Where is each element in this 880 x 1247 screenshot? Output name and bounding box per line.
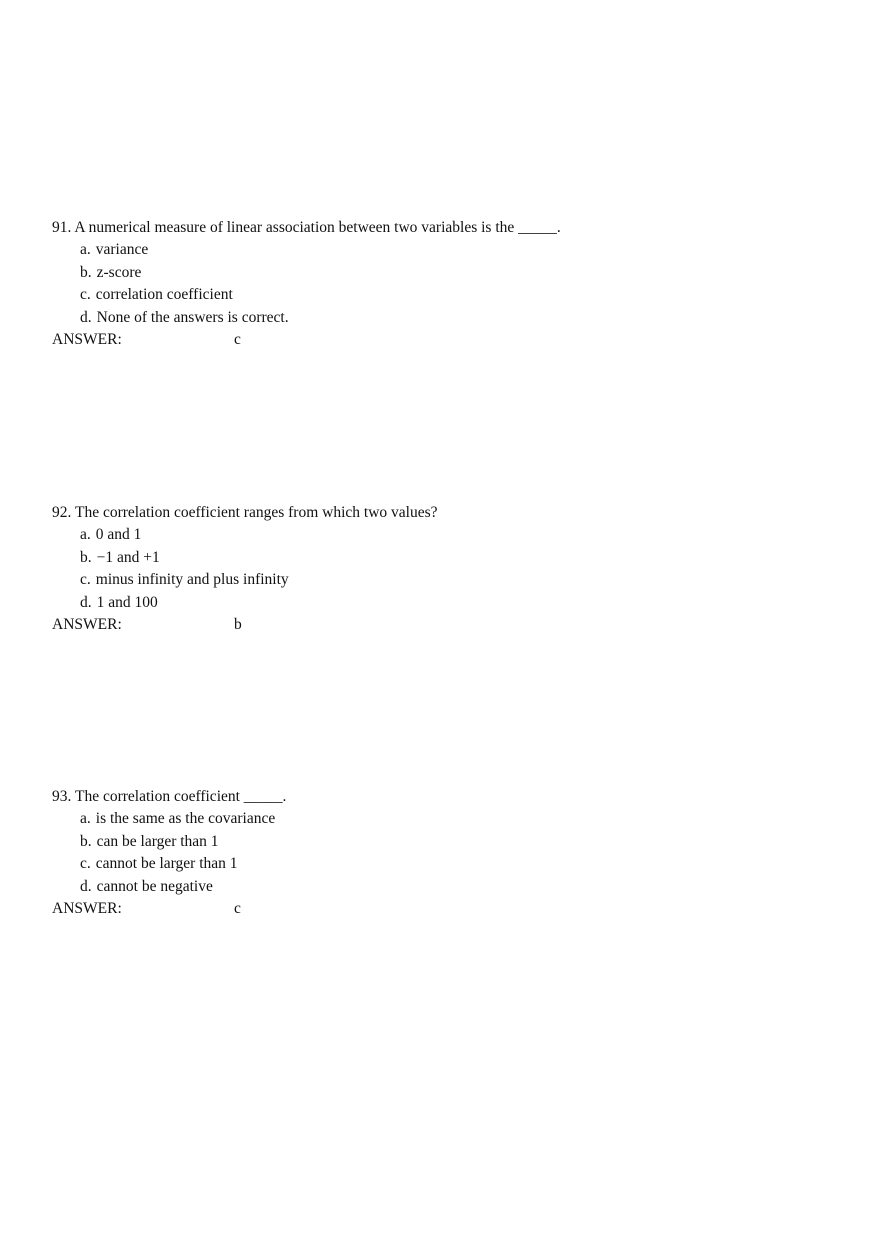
option-text: −1 and +1	[96, 548, 160, 566]
question-text: 92. The correlation coefficient ranges from which two values?	[52, 504, 438, 521]
option-letter: b.	[80, 548, 92, 566]
option-letter: c.	[80, 855, 91, 872]
option-c	[52, 569, 832, 592]
option-text: minus infinity and plus infinity	[95, 571, 289, 588]
option-letter: d.	[80, 593, 92, 611]
option-text: 0 and 1	[95, 526, 142, 543]
question-93	[52, 787, 832, 920]
question-text: 93. The correlation coefficient _____.	[52, 788, 287, 805]
option-letter: a.	[80, 810, 91, 827]
option-text: 1 and 100	[96, 593, 158, 611]
options-list	[52, 524, 832, 614]
option-b	[52, 547, 832, 570]
option-text: correlation coefficient	[95, 286, 233, 303]
answer-label: ANSWER:	[52, 616, 122, 633]
option-b	[52, 831, 832, 854]
option-c	[52, 853, 832, 876]
options-list	[52, 808, 832, 898]
option-letter: c.	[80, 571, 91, 588]
option-text: can be larger than 1	[96, 832, 219, 850]
option-letter: b.	[80, 263, 92, 281]
option-letter: a.	[80, 241, 91, 258]
option-a	[52, 239, 832, 262]
question-91	[52, 218, 832, 351]
option-d	[52, 307, 832, 330]
option-letter: d.	[80, 877, 92, 895]
option-c	[52, 284, 832, 307]
option-a	[52, 524, 832, 547]
answer-row	[52, 329, 832, 351]
option-text: cannot be larger than 1	[95, 855, 238, 872]
answer-value: c	[234, 900, 241, 917]
options-list	[52, 239, 832, 329]
answer-row	[52, 614, 832, 636]
option-text: None of the answers is correct.	[96, 308, 289, 326]
option-text: z-score	[96, 263, 142, 281]
option-letter: b.	[80, 832, 92, 850]
option-a	[52, 808, 832, 831]
option-letter: d.	[80, 308, 92, 326]
option-letter: c.	[80, 286, 91, 303]
option-d	[52, 592, 832, 615]
answer-row	[52, 898, 832, 920]
option-text: cannot be negative	[96, 877, 213, 895]
answer-value: c	[234, 331, 241, 348]
answer-label: ANSWER:	[52, 331, 122, 348]
option-text: is the same as the covariance	[95, 810, 276, 827]
question-92	[52, 503, 832, 636]
question-text: 91. A numerical measure of linear association between two variables is the _____.	[52, 219, 561, 236]
option-text: variance	[95, 241, 149, 258]
answer-value: b	[234, 616, 242, 633]
option-b	[52, 262, 832, 285]
option-d	[52, 876, 832, 899]
option-letter: a.	[80, 526, 91, 543]
answer-label: ANSWER:	[52, 900, 122, 917]
